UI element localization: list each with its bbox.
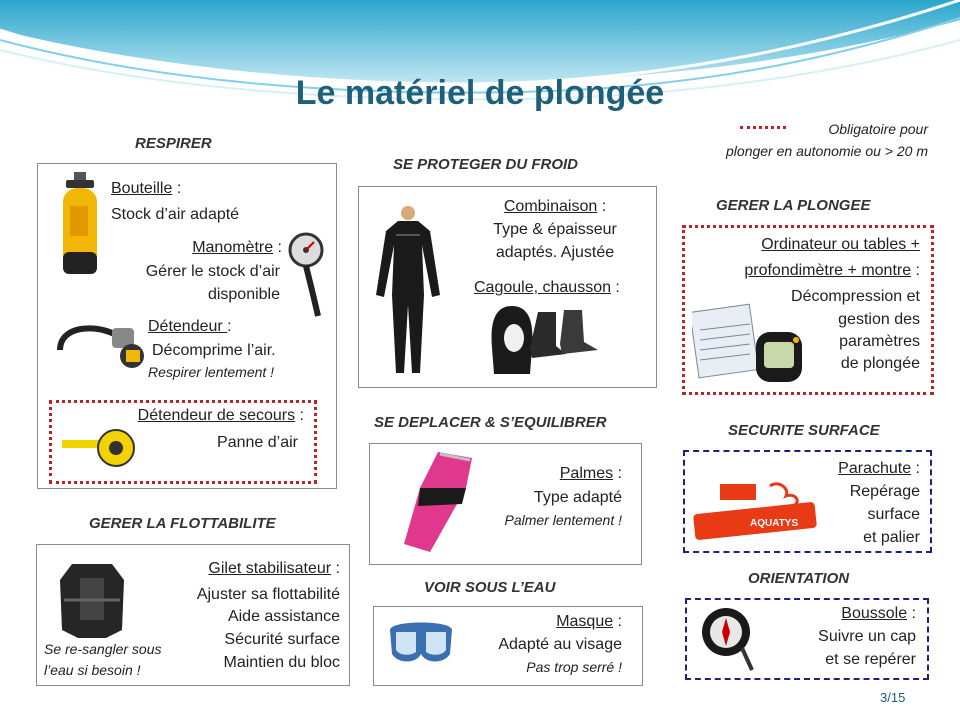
combinaison-desc1: Type & épaisseur [493,221,617,238]
masque-note: Pas trop serré ! [526,659,622,675]
fin-icon [390,448,480,556]
legend-line2: plonger en autonomie ou > 20 m [726,143,928,159]
masque-sep: : [613,613,622,630]
dive-computer-icon [752,328,806,388]
surface-desc1: Repérage [849,483,920,500]
plongee-label1 [690,234,920,256]
legend-text [660,118,928,162]
tank-icon [60,172,100,276]
orientation-desc2: et se repérer [825,651,916,668]
plongee-desc4: de plongée [840,355,920,372]
secours-desc: Panne d’air [217,434,298,451]
octopus-icon [60,424,136,470]
section-plongee: GERER LA PLONGEE [716,197,871,214]
gauge-icon [286,232,326,318]
section-froid: SE PROTEGER DU FROID [393,156,579,173]
section-surface: SECURITE SURFACE [728,422,880,439]
manometre-desc2: disponible [207,286,280,303]
plongee-sep: : [911,262,920,279]
bcd-icon [56,560,128,640]
detendeur-desc: Décomprime l’air. [152,342,276,359]
boussole-label: Boussole [841,605,908,622]
flottabilite-desc4: Maintien du bloc [223,654,340,671]
palmes-sep: : [613,465,622,482]
page-number: 3/15 [880,690,906,705]
flottabilite-note1: Se re-sangler sous [44,641,162,657]
detendeur-note: Respirer lentement ! [148,364,275,380]
manometre-label: Manomètre [192,239,274,256]
cagoule-label: Cagoule, chausson [474,279,611,296]
secours-sep: : [295,407,304,424]
gilet-sep: : [331,560,340,577]
palmes-desc: Type adapté [533,489,622,506]
gilet-item [150,558,340,580]
compass-icon [698,604,758,676]
parachute-label: Parachute [838,460,912,477]
cagoule-item [474,277,620,299]
cagoule-sep: : [610,279,620,296]
plongee-desc1: Décompression et [791,288,920,305]
secours-label: Détendeur de secours [137,407,296,424]
bouteille-label: Bouteille [111,180,173,197]
plongee-label1-text: Ordinateur ou tables + [761,236,920,253]
boussole-item [770,603,916,625]
booties-icon [528,308,600,362]
section-respirer: RESPIRER [135,135,212,152]
parachute-sep: : [911,460,920,477]
section-voir: VOIR SOUS L’EAU [424,579,556,596]
manometre-desc1: Gérer le stock d’air [145,263,280,280]
plongee-label2 [690,260,920,282]
parachute-item [780,458,920,480]
section-flottabilite: GERER LA FLOTTABILITE [89,515,276,532]
palmes-label: Palmes [559,465,614,482]
bouteille-desc: Stock d’air adapté [111,206,240,223]
surface-desc3: et palier [863,529,920,546]
detendeur-label: Détendeur [148,318,228,335]
flottabilite-note2: l’eau si besoin ! [44,662,141,678]
plongee-desc3: paramètres [839,333,920,350]
wetsuit-icon [368,205,448,377]
section-deplacer: SE DEPLACER & S’EQUILIBRER [374,414,607,431]
parachute-brand: AQUATYS [750,518,799,529]
mask-icon [384,614,458,674]
boussole-sep: : [907,605,916,622]
manometre-sep: : [273,239,282,256]
surface-desc2: surface [867,506,920,523]
masque-desc: Adapté au visage [498,636,622,653]
palmes-note: Palmer lentement ! [504,512,622,528]
combinaison-item [460,196,650,218]
flottabilite-desc3: Sécurité surface [224,631,340,648]
plongee-desc2: gestion des [838,311,920,328]
masque-label: Masque [556,613,614,630]
orientation-desc1: Suivre un cap [818,628,916,645]
secours-item [100,405,304,427]
manometre-item [100,237,282,259]
flottabilite-desc1: Ajuster sa flottabilité [196,586,340,603]
page-title: Le matériel de plongée [295,74,665,112]
regulator-icon [54,320,144,372]
detendeur-sep: : [227,318,232,335]
detendeur-item [148,316,232,338]
plongee-label2-text: profondimètre + montre [744,262,912,279]
palmes-item [480,463,622,485]
bouteille-item [111,178,181,200]
flottabilite-desc2: Aide assistance [227,608,340,625]
combinaison-desc2: adaptés. Ajustée [495,244,615,261]
gilet-label: Gilet stabilisateur [208,560,332,577]
bouteille-sep: : [172,180,182,197]
section-orientation: ORIENTATION [748,570,850,587]
combinaison-label: Combinaison [503,198,598,215]
legend-line1: Obligatoire pour [828,121,928,137]
combinaison-sep: : [597,198,607,215]
masque-item [470,611,622,633]
